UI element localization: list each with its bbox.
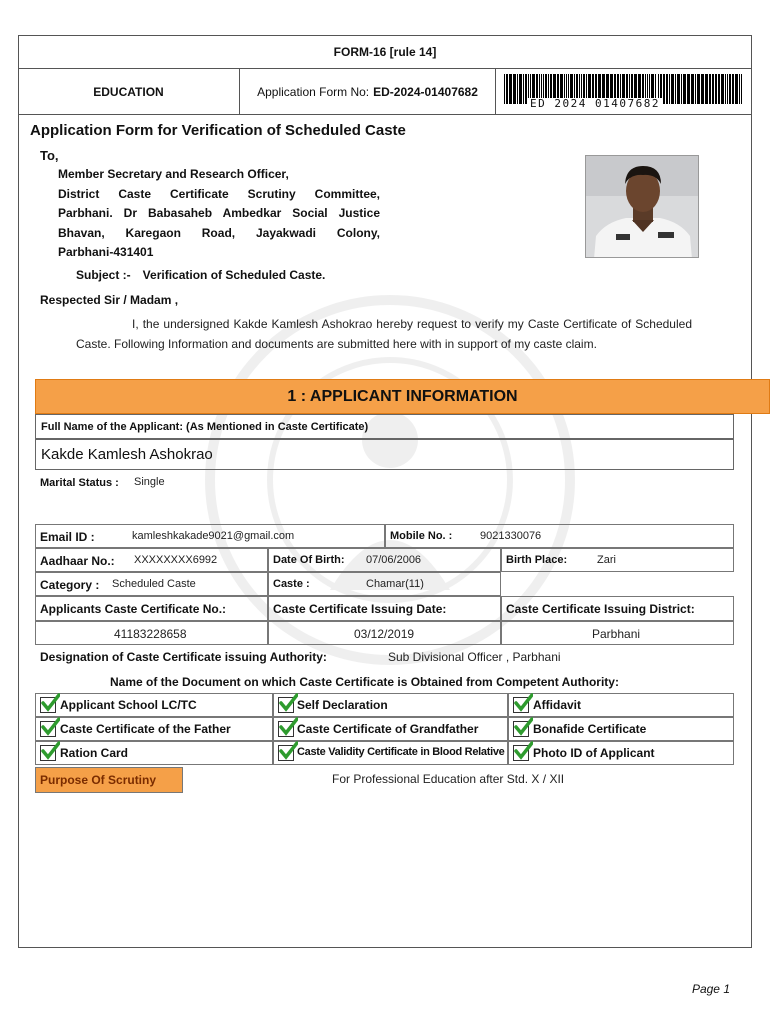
issue-district-label: Caste Certificate Issuing District: xyxy=(506,602,695,616)
issue-date-label-cell xyxy=(268,596,501,621)
purpose-label: Purpose Of Scrutiny xyxy=(35,767,183,793)
address-line: District Caste Certificate Scrutiny Committee, xyxy=(58,186,380,201)
cert-no-value-cell xyxy=(35,621,268,645)
barcode-bar xyxy=(671,74,674,104)
caste-value: Chamar(11) xyxy=(366,578,424,590)
full-name-row xyxy=(35,439,734,470)
barcode-bar xyxy=(509,74,512,104)
dob-value: 07/06/2006 xyxy=(366,554,422,566)
barcode-bar xyxy=(701,74,704,104)
barcode-bar xyxy=(519,74,522,104)
cert-no-label-cell xyxy=(35,596,268,621)
document-label: Self Declaration xyxy=(297,698,388,712)
barcode-bar xyxy=(695,74,696,104)
barcode-bar xyxy=(739,74,740,104)
document-label: Applicant School LC/TC xyxy=(60,698,197,712)
category-value: Scheduled Caste xyxy=(112,578,196,590)
full-name-label-row xyxy=(35,414,734,439)
application-number xyxy=(240,69,496,115)
application-number-value: ED-2024-01407682 xyxy=(373,84,478,99)
barcode-bar xyxy=(523,74,524,104)
cert-no-value: 41183228658 xyxy=(114,627,187,641)
barcode-bar xyxy=(709,74,711,104)
checkbox-checked-icon[interactable] xyxy=(40,745,56,761)
aadhaar-label: Aadhaar No.: xyxy=(40,554,115,568)
barcode-bar xyxy=(705,74,708,104)
barcode-bar xyxy=(727,74,728,104)
authority-label: Designation of Caste Certificate issuing Authority: xyxy=(40,650,327,664)
issue-date-label: Caste Certificate Issuing Date: xyxy=(273,602,447,616)
address-line: Parbhani-431401 xyxy=(58,245,154,259)
authority-value: Sub Divisional Officer , Parbhani xyxy=(388,650,561,664)
document-label: Caste Certificate of Grandfather xyxy=(297,722,479,736)
barcode-bar xyxy=(691,74,694,104)
caste-cell xyxy=(268,572,501,596)
document-label: Ration Card xyxy=(60,746,129,760)
aadhaar-cell xyxy=(35,548,268,572)
document-label: Bonafide Certificate xyxy=(533,722,647,736)
department-label: EDUCATION xyxy=(18,69,240,115)
barcode-bar xyxy=(725,74,726,104)
checkbox-checked-icon[interactable] xyxy=(278,745,294,761)
address-line: Member Secretary and Research Officer, xyxy=(58,167,289,181)
application-number-label: Application Form No: xyxy=(257,84,370,99)
barcode-bar xyxy=(729,74,731,104)
barcode-bar xyxy=(715,74,717,104)
issue-district-label-cell xyxy=(501,596,734,621)
page-number: Page 1 xyxy=(691,982,730,996)
barcode-bar xyxy=(681,74,682,104)
birthplace-label: Birth Place: xyxy=(506,554,568,566)
barcode-bar xyxy=(517,74,518,104)
document-label: Caste Certificate of the Father xyxy=(60,722,231,736)
section-applicant-information: 1 : APPLICANT INFORMATION xyxy=(35,379,770,414)
applicant-photo xyxy=(585,155,699,258)
barcode-bar xyxy=(663,74,665,104)
purpose-value: For Professional Education after Std. X / XII xyxy=(332,772,565,786)
salutation-to: To, xyxy=(40,148,59,163)
birthplace-value: Zari xyxy=(597,554,616,566)
category-cell xyxy=(35,572,268,596)
barcode-bar xyxy=(666,74,668,104)
cert-no-label: Applicants Caste Certificate No.: xyxy=(40,602,227,616)
address-line: Bhavan, Karegaon Road, Jayakwadi Colony, xyxy=(58,225,380,240)
checkbox-checked-icon[interactable] xyxy=(40,697,56,713)
address-line: Parbhani. Dr Babasaheb Ambedkar Social Justice xyxy=(58,206,380,220)
barcode-bar xyxy=(513,74,516,104)
issue-district-value-cell xyxy=(501,621,734,645)
subject-text: Verification of Scheduled Caste. xyxy=(142,268,326,282)
barcode-text: ED 2024 01407682 xyxy=(530,97,660,110)
checkbox-checked-icon[interactable] xyxy=(278,721,294,737)
document-label: Photo ID of Applicant xyxy=(533,746,655,760)
issue-date-value-cell xyxy=(268,621,501,645)
mobile-value: 9021330076 xyxy=(480,530,542,542)
barcode-bar xyxy=(712,74,714,104)
barcode-bar xyxy=(506,74,508,104)
barcode-bar xyxy=(732,74,734,104)
form-heading: Application Form for Verification of Scheduled Caste xyxy=(30,122,406,139)
caste-label: Caste : xyxy=(273,578,310,590)
aadhaar-value: XXXXXXXX6992 xyxy=(134,554,218,566)
dob-label: Date Of Birth: xyxy=(273,554,345,566)
barcode-bar xyxy=(504,74,505,104)
barcode-bar xyxy=(741,74,742,104)
email-value: kamleshkakade9021@gmail.com xyxy=(132,530,295,542)
checkbox-checked-icon[interactable] xyxy=(40,721,56,737)
marital-status-label: Marital Status : xyxy=(40,477,119,489)
full-name-value: Kakde Kamlesh Ashokrao xyxy=(41,446,213,463)
subject-label: Subject :- xyxy=(76,268,131,282)
barcode-bar xyxy=(677,74,680,104)
checkbox-checked-icon[interactable] xyxy=(513,721,529,737)
issue-district-value: Parbhani xyxy=(592,627,641,641)
request-paragraph: I, the undersigned Kakde Kamlesh Ashokrao hereby request to verify my Caste Certificate of Scheduled Caste. Following Information and documents are submitted here with in support of my caste claim. xyxy=(76,317,692,351)
marital-status-value: Single xyxy=(134,476,165,488)
barcode-bar xyxy=(525,74,527,104)
barcode-bar xyxy=(675,74,676,104)
barcode-bar xyxy=(687,74,690,104)
document-label: Caste Validity Certificate in Blood Relative xyxy=(297,746,505,758)
dob-cell xyxy=(268,548,501,572)
issue-date-value: 03/12/2019 xyxy=(354,627,415,641)
form-number-title: FORM-16 [rule 14] xyxy=(18,35,752,69)
barcode-bar xyxy=(721,74,724,104)
checkbox-checked-icon[interactable] xyxy=(513,745,529,761)
subject-line xyxy=(76,268,325,282)
documents-heading: Name of the Document on which Caste Certificate is Obtained from Competent Authority: xyxy=(110,675,619,689)
email-label: Email ID : xyxy=(40,530,95,544)
birthplace-cell xyxy=(501,548,734,572)
email-cell xyxy=(35,524,385,548)
barcode-bar xyxy=(718,74,720,104)
checkbox-checked-icon[interactable] xyxy=(513,697,529,713)
document-label: Affidavit xyxy=(533,698,581,712)
category-label: Category : xyxy=(40,578,100,592)
mobile-cell xyxy=(385,524,734,548)
mobile-label: Mobile No. : xyxy=(390,530,453,542)
barcode-bar xyxy=(735,74,738,104)
recipient-address xyxy=(58,165,380,263)
checkbox-checked-icon[interactable] xyxy=(278,697,294,713)
barcode-bar xyxy=(683,74,686,104)
barcode-bar xyxy=(697,74,700,104)
salutation: Respected Sir / Madam , xyxy=(40,293,179,307)
barcode-bar xyxy=(669,74,670,104)
full-name-label: Full Name of the Applicant: (As Mentioned in Caste Certificate) xyxy=(41,421,369,433)
